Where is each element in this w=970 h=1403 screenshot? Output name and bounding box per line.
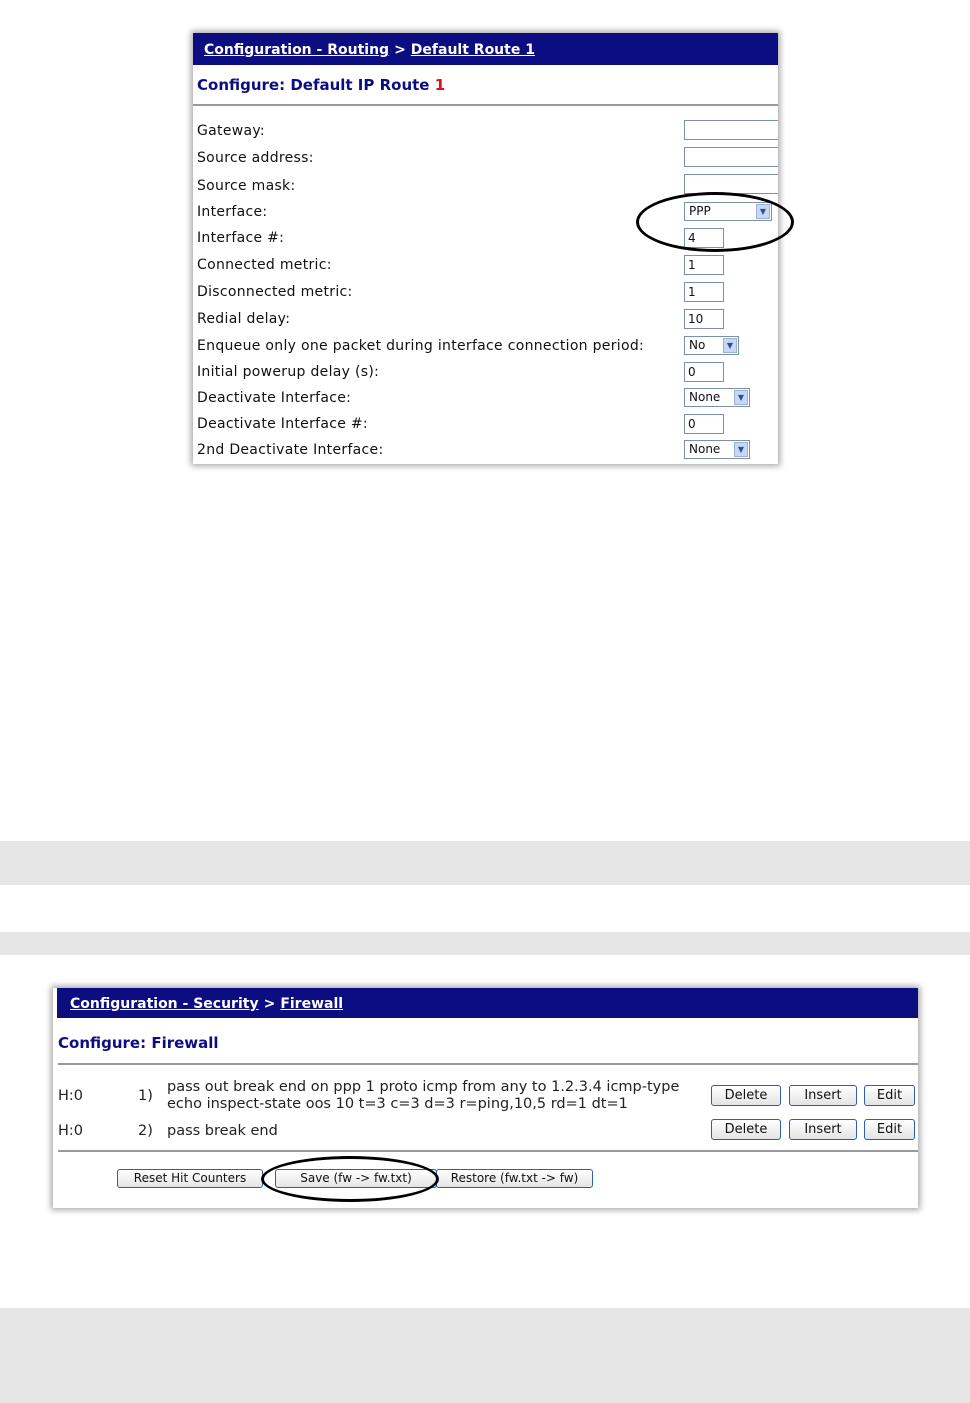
disconnected-metric-label: Disconnected metric: (197, 284, 353, 300)
divider (193, 104, 778, 106)
breadcrumb-separator: > (263, 996, 276, 1012)
rule-hit-count: H:0 (58, 1123, 84, 1139)
rule-text-line1: pass break end (167, 1123, 278, 1139)
rule-index: 1) (138, 1088, 153, 1104)
edit-rule-button[interactable]: Edit (864, 1119, 915, 1140)
enqueue-label: Enqueue only one packet during interface connection period: (197, 338, 645, 354)
deactivate-interface-select[interactable] (684, 388, 750, 407)
interface-select-value: PPP (689, 204, 711, 218)
page-title: Configure: Firewall (58, 1034, 219, 1052)
gateway-label: Gateway: (197, 123, 265, 139)
reset-hit-counters-button[interactable]: Reset Hit Counters (117, 1169, 263, 1188)
separator-band (0, 932, 970, 955)
breadcrumb-separator: > (394, 42, 406, 58)
breadcrumb-link-routing[interactable]: Configuration - Routing (204, 42, 390, 58)
insert-rule-button[interactable]: Insert (789, 1085, 857, 1106)
connected-metric-input[interactable]: 1 (684, 255, 724, 275)
rule-hit-count: H:0 (58, 1088, 84, 1104)
source-address-input[interactable] (684, 147, 778, 167)
page-title-text: Configure: Default IP Route (197, 76, 430, 94)
breadcrumb (57, 988, 918, 1018)
route-number: 1 (434, 76, 446, 94)
delete-rule-button[interactable]: Delete (711, 1119, 781, 1140)
separator-band (0, 1308, 970, 1403)
redial-delay-label: Redial delay: (197, 311, 291, 327)
chevron-down-icon[interactable]: ▼ (734, 442, 748, 457)
delete-rule-button[interactable]: Delete (711, 1085, 781, 1106)
breadcrumb (193, 33, 778, 65)
second-deactivate-interface-select-value: None (689, 442, 721, 456)
default-route-panel (193, 33, 778, 464)
chevron-down-icon[interactable]: ▼ (723, 338, 737, 353)
deactivate-interface-label: Deactivate Interface: (197, 390, 352, 406)
deactivate-interface-select-value: None (689, 390, 721, 404)
second-deactivate-interface-select[interactable] (684, 440, 750, 459)
breadcrumb-link-firewall[interactable]: Firewall (280, 996, 344, 1012)
enqueue-select-value: No (689, 338, 706, 352)
firewall-panel (53, 988, 918, 1208)
page-title (197, 76, 445, 94)
save-button[interactable]: Save (fw -> fw.txt) (275, 1169, 437, 1188)
interface-number-label: Interface #: (197, 230, 285, 246)
rule-text-line1: pass out break end on ppp 1 proto icmp from any to 1.2.3.4 icmp-type (167, 1079, 680, 1095)
redial-delay-input[interactable]: 10 (684, 309, 724, 329)
chevron-down-icon[interactable]: ▼ (756, 204, 770, 219)
connected-metric-label: Connected metric: (197, 257, 332, 273)
interface-number-input[interactable]: 4 (684, 228, 724, 248)
initial-powerup-delay-input[interactable]: 0 (684, 362, 724, 382)
rule-text-line2: echo inspect-state oos 10 t=3 c=3 d=3 r=ping,10,5 rd=1 dt=1 (167, 1096, 628, 1112)
deactivate-interface-number-label: Deactivate Interface #: (197, 416, 368, 432)
source-mask-input[interactable] (684, 174, 778, 194)
source-mask-label: Source mask: (197, 178, 296, 194)
interface-select[interactable] (684, 202, 772, 221)
divider (58, 1063, 918, 1065)
restore-button[interactable]: Restore (fw.txt -> fw) (436, 1169, 593, 1188)
interface-label: Interface: (197, 204, 268, 220)
rule-index: 2) (138, 1123, 153, 1139)
second-deactivate-interface-label: 2nd Deactivate Interface: (197, 442, 384, 458)
gateway-input[interactable] (684, 120, 778, 140)
initial-powerup-delay-label: Initial powerup delay (s): (197, 364, 380, 380)
breadcrumb-link-security[interactable]: Configuration - Security (70, 996, 259, 1012)
source-address-label: Source address: (197, 150, 314, 166)
insert-rule-button[interactable]: Insert (789, 1119, 857, 1140)
disconnected-metric-input[interactable]: 1 (684, 282, 724, 302)
enqueue-select[interactable] (684, 336, 739, 355)
edit-rule-button[interactable]: Edit (864, 1085, 915, 1106)
divider (58, 1150, 918, 1152)
deactivate-interface-number-input[interactable]: 0 (684, 414, 724, 434)
separator-band (0, 841, 970, 885)
breadcrumb-link-default-route[interactable]: Default Route 1 (410, 42, 535, 58)
chevron-down-icon[interactable]: ▼ (734, 390, 748, 405)
